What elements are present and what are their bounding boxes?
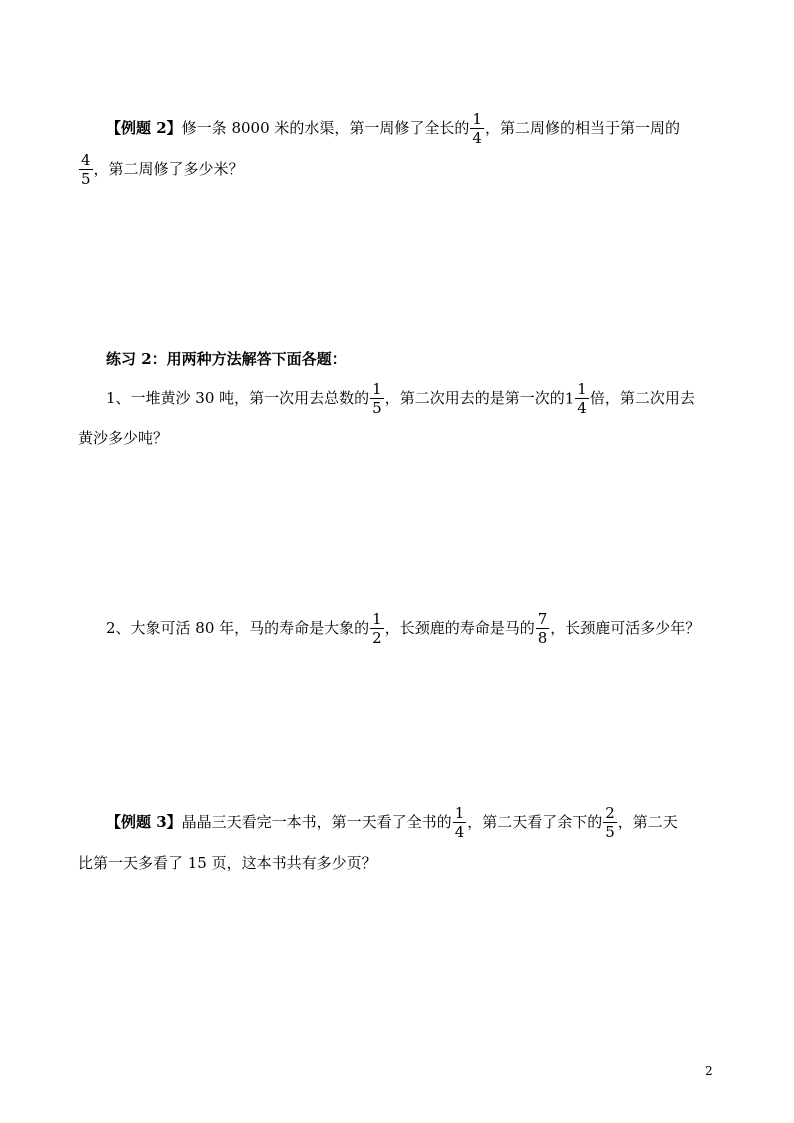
example2-text3: ，第二周修了多少米？ [93,160,244,178]
mixed-number-one-and-quarter: 1 $\frac{1}{4}$ [564,380,587,417]
practice2-heading: 练习 2：用两种方法解答下面各题： [106,350,347,368]
fraction-two-fifths: $\frac{2}{5}$ [605,804,615,841]
q2-text1: 2、大象可活 80 年，马的寿命是大象的 [106,619,370,637]
fraction-one-quarter: $\frac{1}{4}$ [472,110,482,147]
fraction-one-half: $\frac{1}{2}$ [372,610,382,647]
q2-text2: ，长颈鹿的寿命是马的 [384,619,535,637]
q2-text3: ，长颈鹿可活多少年？ [550,619,701,637]
example3-line2: 比第一天多看了 15 页，这本书共有多少页？ [78,854,377,872]
example3-text1: 晶晶三天看完一本书，第一天看了全书的 [181,813,452,831]
practice2-q1-line1 [106,382,695,416]
example3-label: 【例题 3】 [106,813,182,831]
page-number: 2 [705,1064,713,1078]
fraction-one-quarter-b: $\frac{1}{4}$ [454,804,465,841]
example3-text2: ，第二天看了余下的 [467,813,603,831]
example2-line2 [78,153,244,187]
example2-label: 【例题 2】 [106,119,182,137]
example2-text1: 修一条 8000 米的水渠，第一周修了全长的 [181,119,470,137]
q1-text3: 倍，第二次用去 [589,389,695,407]
example3-text3: ，第二天 [617,813,678,831]
fraction-seven-eighths: $\frac{7}{8}$ [537,610,548,647]
practice2-q1-line2: 黄沙多少吨？ [78,429,169,447]
q1-text1: 1、一堆黄沙 30 吨，第一次用去总数的 [106,389,370,407]
q1-text2: ，第二次用去的是第一次的 [384,389,565,407]
fraction-one-fifth: $\frac{1}{5}$ [372,380,382,417]
example2-line1 [106,112,680,146]
example2-text2: ，第二周修的相当于第一周的 [484,119,680,137]
practice2-q2-line1 [106,612,700,646]
fraction-four-fifths: $\frac{4}{5}$ [81,151,91,188]
example3-line1 [106,806,678,840]
